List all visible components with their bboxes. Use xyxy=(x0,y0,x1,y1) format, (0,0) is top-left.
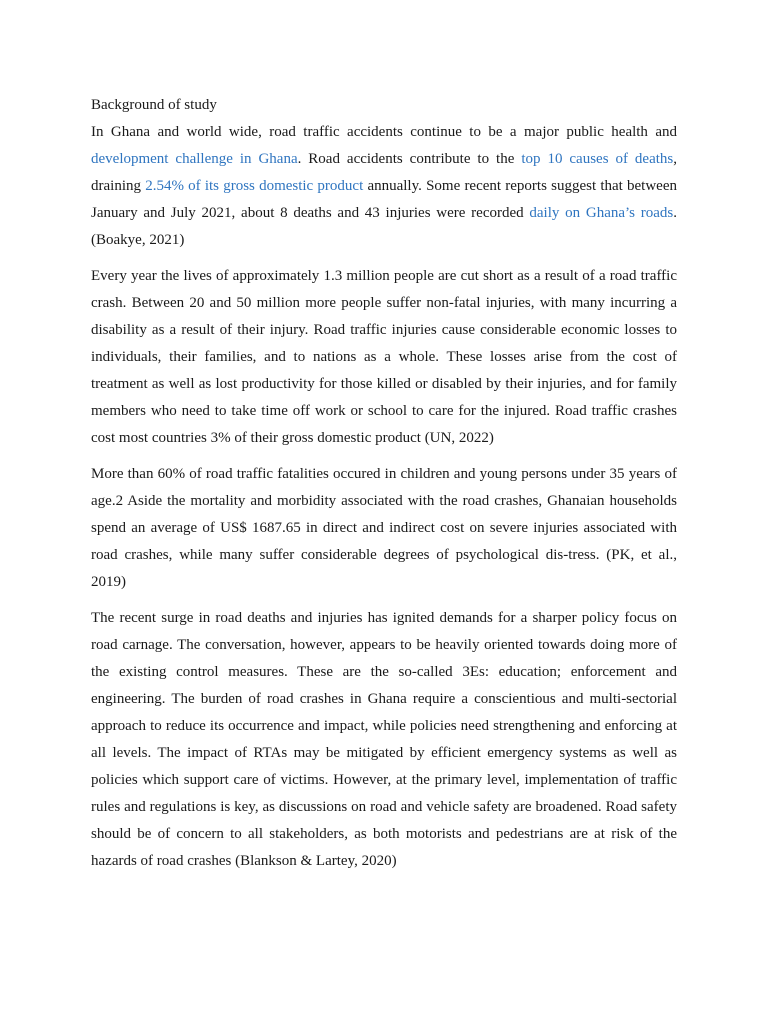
p1-text-0: In Ghana and world wide, road traffic accidents continue to be a major public health and xyxy=(91,124,677,140)
link-top-10-causes[interactable]: top 10 causes of deaths xyxy=(521,151,674,167)
p1-text-4: . (Boakye, 2021) xyxy=(91,205,678,248)
document-page xyxy=(91,92,677,884)
link-gdp-percentage[interactable]: 2.54% of its gross domestic product xyxy=(145,178,364,194)
p1-text-3: annually. Some recent reports suggest that between January and July 2021, about 8 deaths and 43 injuries were recorded xyxy=(91,178,677,221)
paragraph-2: Every year the lives of approximately 1.3 million people are cut short as a result of a road traffic crash. Between 20 and 50 million more people suffer non-fatal injuries, with many incurring a disability as a result of their injury. Road traffic injuries cause considerable economic losses to individuals, their families, and to nations as a whole. These losses arise from the cost of treatment as well as lost productivity for those killed or disabled by their injuries, and for family members who need to take time off work or school to care for the injured. Road traffic crashes cost most countries 3% of their gross domestic product (UN, 2022) xyxy=(91,268,677,446)
p1-text-1: . Road accidents contribute to the xyxy=(297,151,522,167)
link-development-challenge[interactable]: development challenge in Ghana xyxy=(91,151,298,167)
p1-text-2: , draining xyxy=(91,151,677,194)
paragraph-1 xyxy=(91,119,677,254)
paragraph-4: The recent surge in road deaths and injuries has ignited demands for a sharper policy focus on road carnage. The conversation, however, appears to be heavily oriented towards doing more of the existing control measures. These are the so-called 3Es: education; enforcement and engineering. The burden of road crashes in Ghana require a conscientious and multi-sectorial approach to reduce its occurrence and impact, while policies need strengthening and enforcing at all levels. The impact of RTAs may be mitigated by efficient emergency systems as well as policies which support care of victims. However, at the primary level, implementation of traffic rules and regulations is key, as discussions on road and vehicle safety are broadened. Road safety should be of concern to all stakeholders, as both motorists and pedestrians are at risk of the hazards of road crashes (Blankson & Lartey, 2020) xyxy=(91,610,677,869)
paragraph-3: More than 60% of road traffic fatalities occured in children and young persons under 35 years of age.2 Aside the mortality and morbidity associated with the road crashes, Ghanaian households spend an average of US$ 1687.65 in direct and indirect cost on severe injuries associated with road crashes, while many suffer considerable degrees of psychological dis-tress. (PK, et al., 2019) xyxy=(91,466,677,590)
section-heading: Background of study xyxy=(91,97,217,113)
link-daily-roads[interactable]: daily on Ghana’s roads xyxy=(529,205,674,221)
